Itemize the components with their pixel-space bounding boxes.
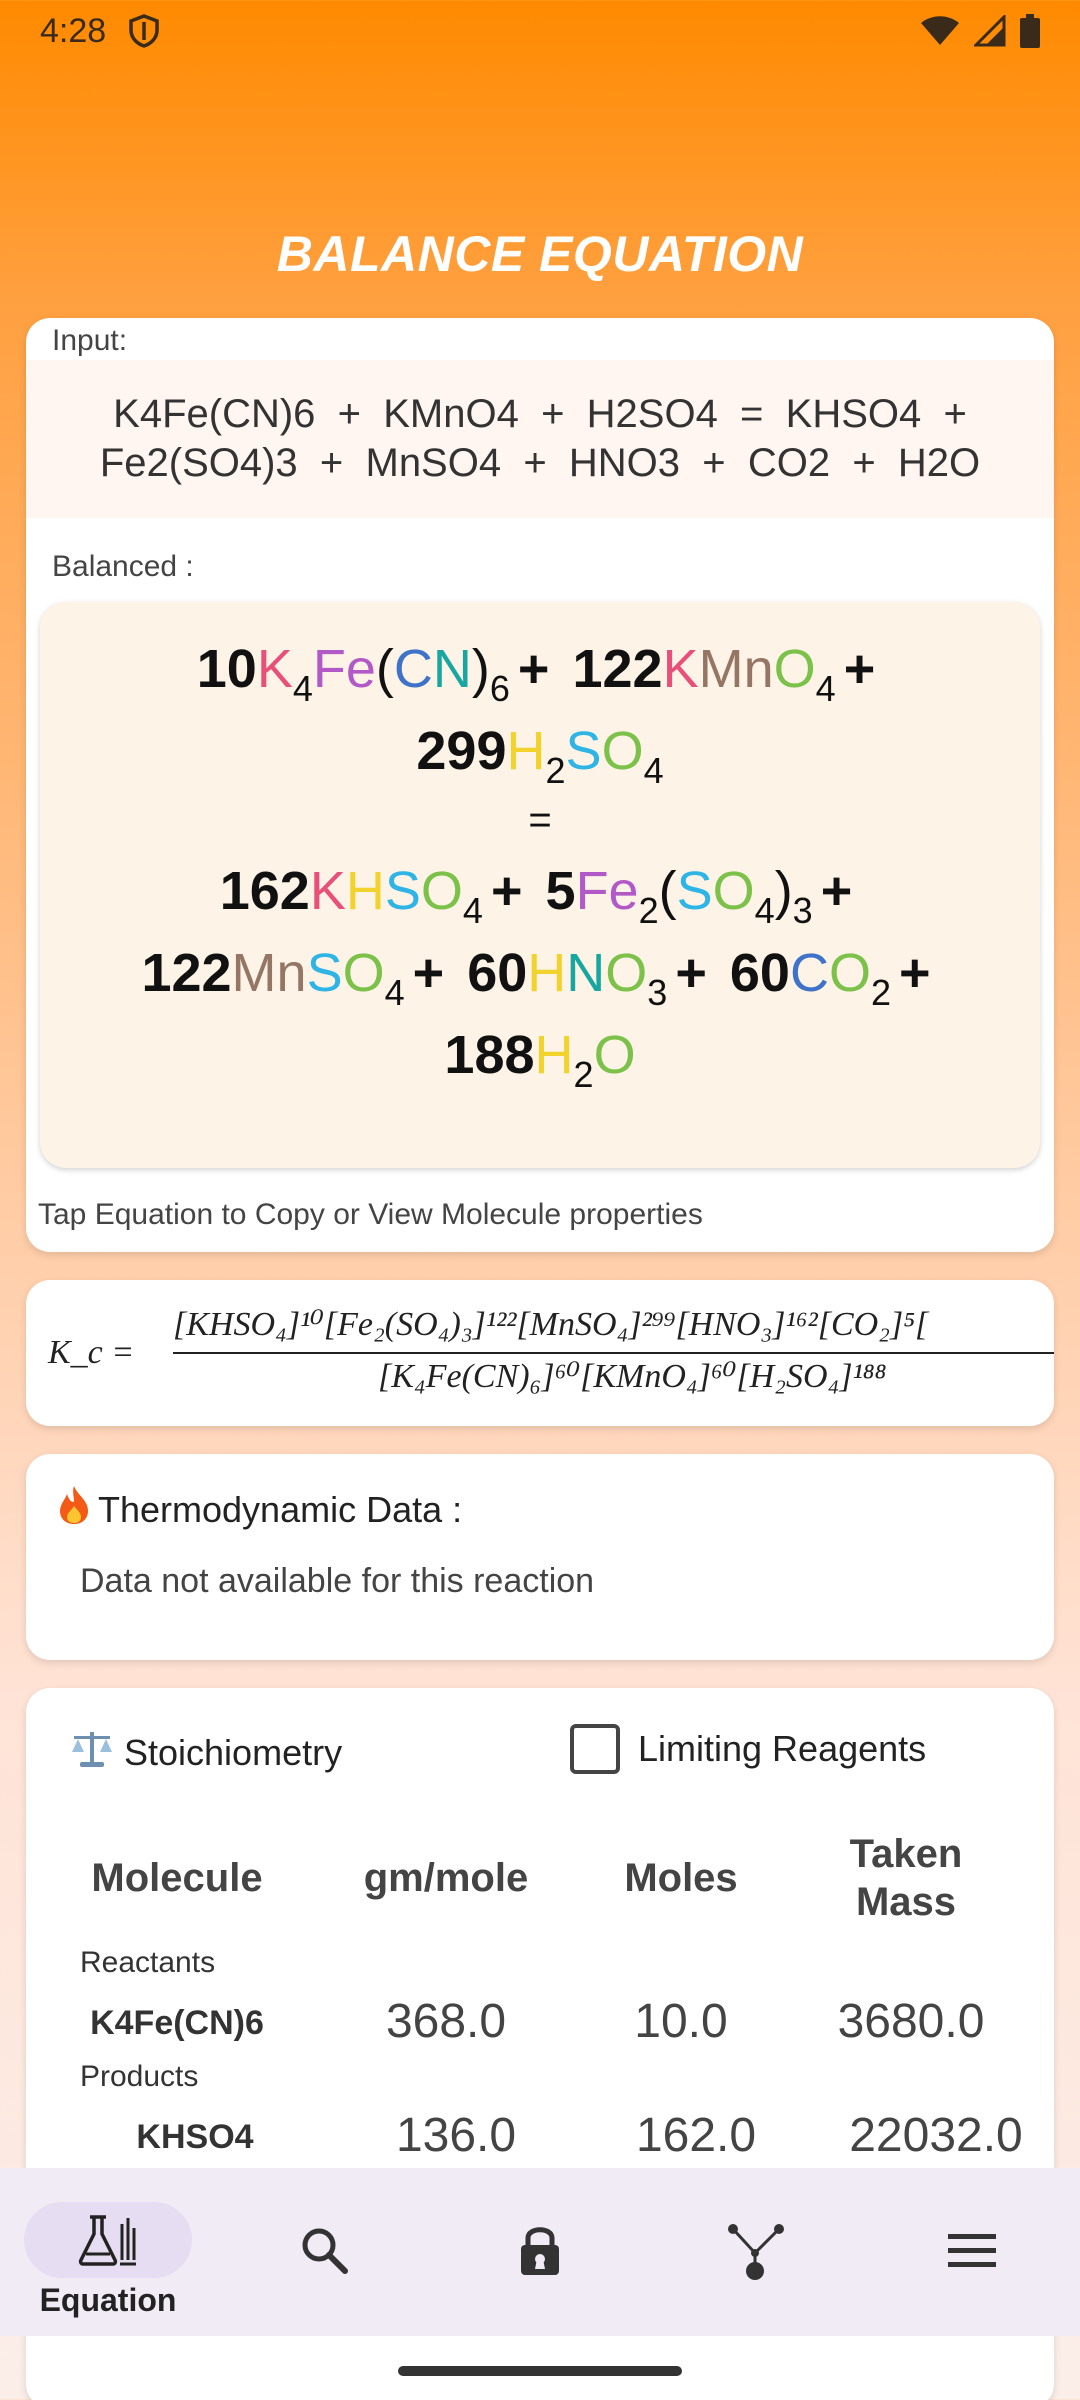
menu-icon xyxy=(946,2230,998,2275)
equation-card xyxy=(26,318,1054,1252)
cell-signal-icon xyxy=(974,15,1006,52)
product-gm-mole: 136.0 xyxy=(395,2109,517,2162)
search-icon xyxy=(299,2225,349,2280)
reactant-gm-mole: 368.0 xyxy=(385,1995,507,2048)
nav-item-molecule[interactable] xyxy=(648,2168,864,2336)
status-bar xyxy=(0,0,1080,64)
page-title: BALANCE EQUATION xyxy=(276,226,804,282)
coefficient: 188 xyxy=(444,1025,535,1085)
plus-sign: + xyxy=(843,639,876,699)
product-moles: 162.0 xyxy=(635,2109,757,2162)
plus-sign: + xyxy=(490,861,523,921)
input-equation[interactable] xyxy=(26,360,1054,518)
limiting-reagents-toggle[interactable] xyxy=(570,1724,926,1774)
plus-sign: + xyxy=(412,943,445,1003)
kc-denominator: [K₄Fe(CN)₆]⁶⁰[KMnO₄]⁶⁰[H₂SO₄]¹⁸⁸ xyxy=(378,1358,887,1395)
column-header-moles: Moles xyxy=(624,1856,738,1900)
stoichiometry-title: Stoichiometry xyxy=(124,1731,343,1773)
coefficient: 122 xyxy=(572,639,663,699)
bottom-navigation xyxy=(0,2168,1080,2336)
balanced-line-2: $299H_2SO_4$ xyxy=(416,721,664,791)
plus-sign: + xyxy=(675,943,707,1003)
wifi-icon xyxy=(920,15,960,52)
product-taken-mass[interactable]: 22032.0 xyxy=(849,2109,1023,2162)
limiting-reagents-label: Limiting Reagents xyxy=(638,1728,927,1769)
molecule-icon xyxy=(725,2219,787,2286)
reactant-molecule: K4Fe(CN)6 xyxy=(90,2004,264,2042)
coefficient: 162 xyxy=(219,861,310,921)
reactant-moles: 10.0 xyxy=(634,1995,728,2048)
shield-icon xyxy=(128,14,160,53)
coefficient: 60 xyxy=(467,943,528,1003)
nav-item-lock[interactable] xyxy=(432,2168,648,2336)
fraction-bar xyxy=(173,1352,1054,1354)
coefficient: 299 xyxy=(416,721,507,781)
balanced-line-3: $162KHSO_4 + 5Fe_2(SO_4)_3$ + xyxy=(219,861,853,931)
column-header-gm-mole: gm/mole xyxy=(363,1856,529,1900)
home-indicator[interactable] xyxy=(398,2366,682,2376)
nav-item-search[interactable] xyxy=(216,2168,432,2336)
input-label: Input: xyxy=(52,324,128,357)
balanced-line-1: $10K_4Fe(CN)_6$ + 122KMnO$_4$ + xyxy=(196,639,876,709)
column-header-molecule: Molecule xyxy=(91,1856,263,1900)
thermo-title xyxy=(54,1484,462,1535)
equals-sign: = xyxy=(528,798,552,842)
thermo-title-text: Thermodynamic Data : xyxy=(98,1488,463,1530)
balanced-equation[interactable] xyxy=(40,602,1040,1168)
plus-sign: + xyxy=(517,639,550,699)
input-line-2: Fe2(SO4)3 + MnSO4 + HNO3 + CO2 + H2O xyxy=(99,441,981,485)
plus-sign: + xyxy=(899,943,931,1003)
coefficient: 122 xyxy=(141,943,232,1003)
tap-hint: Tap Equation to Copy or View Molecule properties xyxy=(38,1198,703,1231)
products-label: Products xyxy=(80,2060,199,2093)
limiting-reagents-checkbox[interactable] xyxy=(570,1724,620,1774)
battery-icon xyxy=(1020,14,1040,53)
plus-sign: + xyxy=(820,861,853,921)
lock-icon xyxy=(513,2223,567,2282)
reactants-label: Reactants xyxy=(80,1946,216,1979)
fire-icon xyxy=(54,1484,94,1535)
product-molecule: KHSO4 xyxy=(136,2118,254,2156)
reactant-taken-mass[interactable]: 3680.0 xyxy=(837,1995,985,2048)
flask-icon xyxy=(78,2214,138,2271)
equilibrium-constant-card[interactable] xyxy=(26,1280,1054,1426)
nav-item-equation[interactable] xyxy=(0,2168,216,2336)
status-time: 4:28 xyxy=(40,12,107,50)
nav-label-equation: Equation xyxy=(39,2282,177,2318)
input-line-1: K4Fe(CN)6 + KMnO4 + H2SO4 = KHSO4 + xyxy=(113,392,967,436)
balanced-label: Balanced : xyxy=(52,550,194,583)
thermodynamic-card xyxy=(26,1454,1054,1660)
balanced-line-5: $188H_2O$ xyxy=(444,1025,636,1095)
balance-scale-icon xyxy=(70,1728,114,1777)
coefficient: 5 xyxy=(545,861,576,921)
column-header-taken-mass: Taken Mass xyxy=(849,1832,963,1924)
kc-lhs: K_c = xyxy=(48,1334,135,1371)
thermo-message: Data not available for this reaction xyxy=(80,1562,595,1600)
balanced-line-4: 122MnSO$_4$ + $60HNO_3 + 60CO_2$ + xyxy=(141,943,931,1013)
kc-numerator: [KHSO₄]¹⁰[Fe₂(SO₄)₃]¹²²[MnSO₄]²⁹⁹[HNO₃]¹⁶²[CO₂]⁵[ xyxy=(173,1306,929,1343)
stoichiometry-header xyxy=(70,1728,342,1777)
coefficient: 60 xyxy=(729,943,790,1003)
nav-item-menu[interactable] xyxy=(864,2168,1080,2336)
coefficient: 10 xyxy=(196,639,257,699)
